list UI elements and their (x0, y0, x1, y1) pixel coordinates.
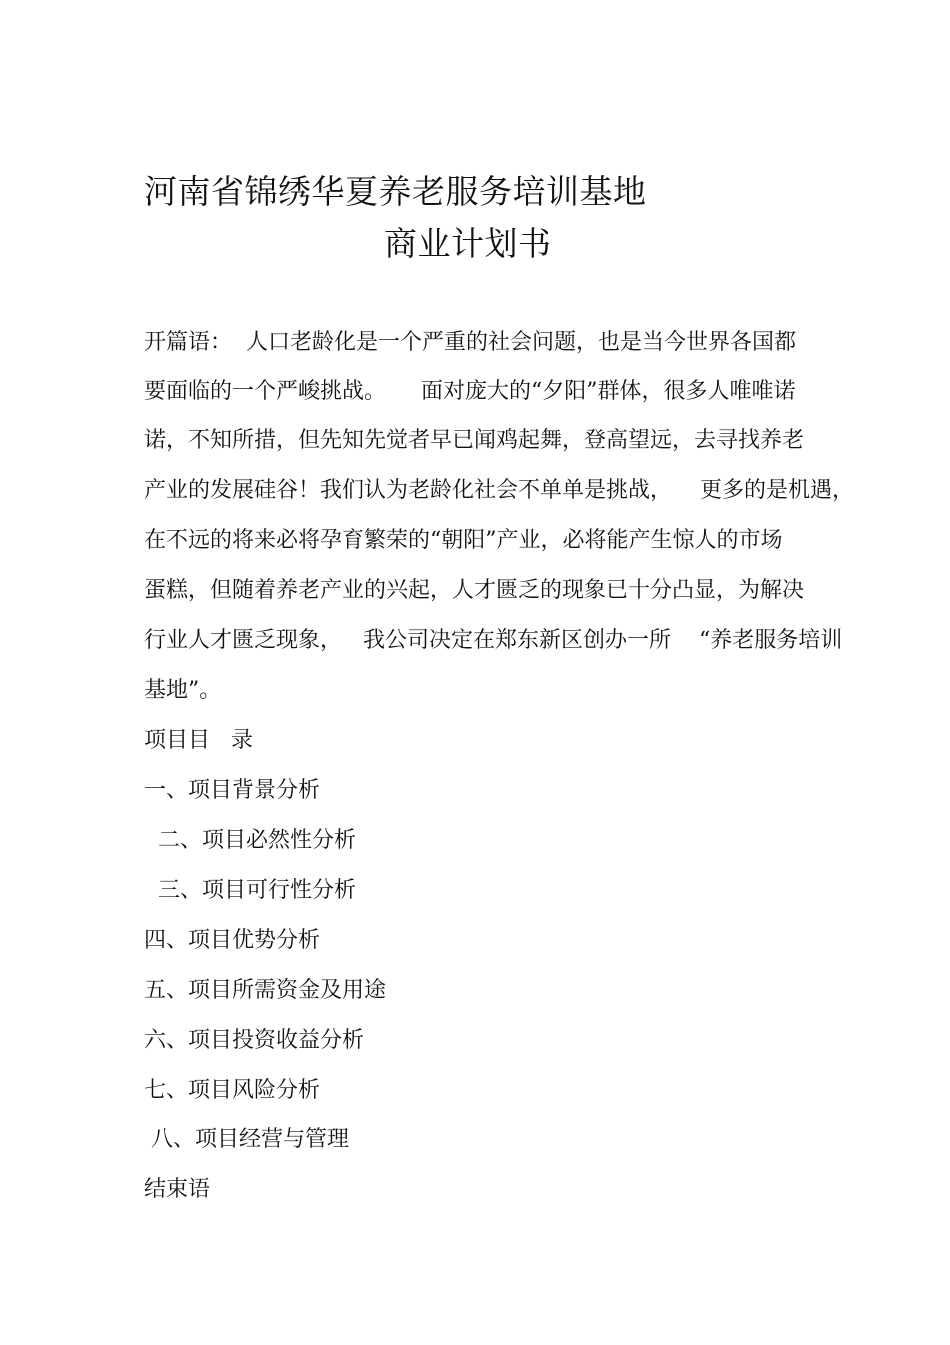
intro-line: 行业人才匮乏现象， 我公司决定在郑东新区创办一所 “养老服务培训 (144, 628, 843, 653)
document-title: 河南省锦绣华夏养老服务培训基地 (144, 172, 647, 211)
toc-item: 二、项目必然性分析 (144, 828, 356, 853)
toc-item: 七、项目风险分析 (144, 1078, 321, 1103)
intro-line: 要面临的一个严峻挑战。 面对庞大的“夕阳”群体，很多人唯唯诺 (144, 379, 796, 404)
toc-item: 五、项目所需资金及用途 (144, 978, 387, 1003)
intro-line: 产业的发展硅谷！我们认为老龄化社会不单单是挑战， 更多的是机遇， (144, 478, 854, 503)
toc-item: 三、项目可行性分析 (144, 878, 356, 903)
toc-item: 六、项目投资收益分析 (144, 1028, 365, 1053)
toc-item: 结束语 (144, 1177, 211, 1202)
intro-line: 在不远的将来必将孕育繁荣的“朝阳”产业，必将能产生惊人的市场 (144, 528, 783, 553)
intro-line: 诺，不知所措，但先知先觉者早已闻鸡起舞，登高望远，去寻找养老 (144, 428, 805, 453)
intro-line: 基地”。 (144, 678, 222, 703)
toc-item: 一、项目背景分析 (144, 778, 321, 803)
intro-line: 开篇语： 人口老龄化是一个严重的社会问题，也是当今世界各国都 (144, 330, 796, 355)
toc-item: 八、项目经营与管理 (144, 1127, 349, 1152)
toc-heading: 项目目 录 (144, 728, 253, 753)
intro-line: 蛋糕，但随着养老产业的兴起，人才匮乏的现象已十分凸显，为解决 (144, 578, 805, 603)
document-subtitle: 商业计划书 (384, 224, 552, 263)
toc-item: 四、项目优势分析 (144, 928, 321, 953)
